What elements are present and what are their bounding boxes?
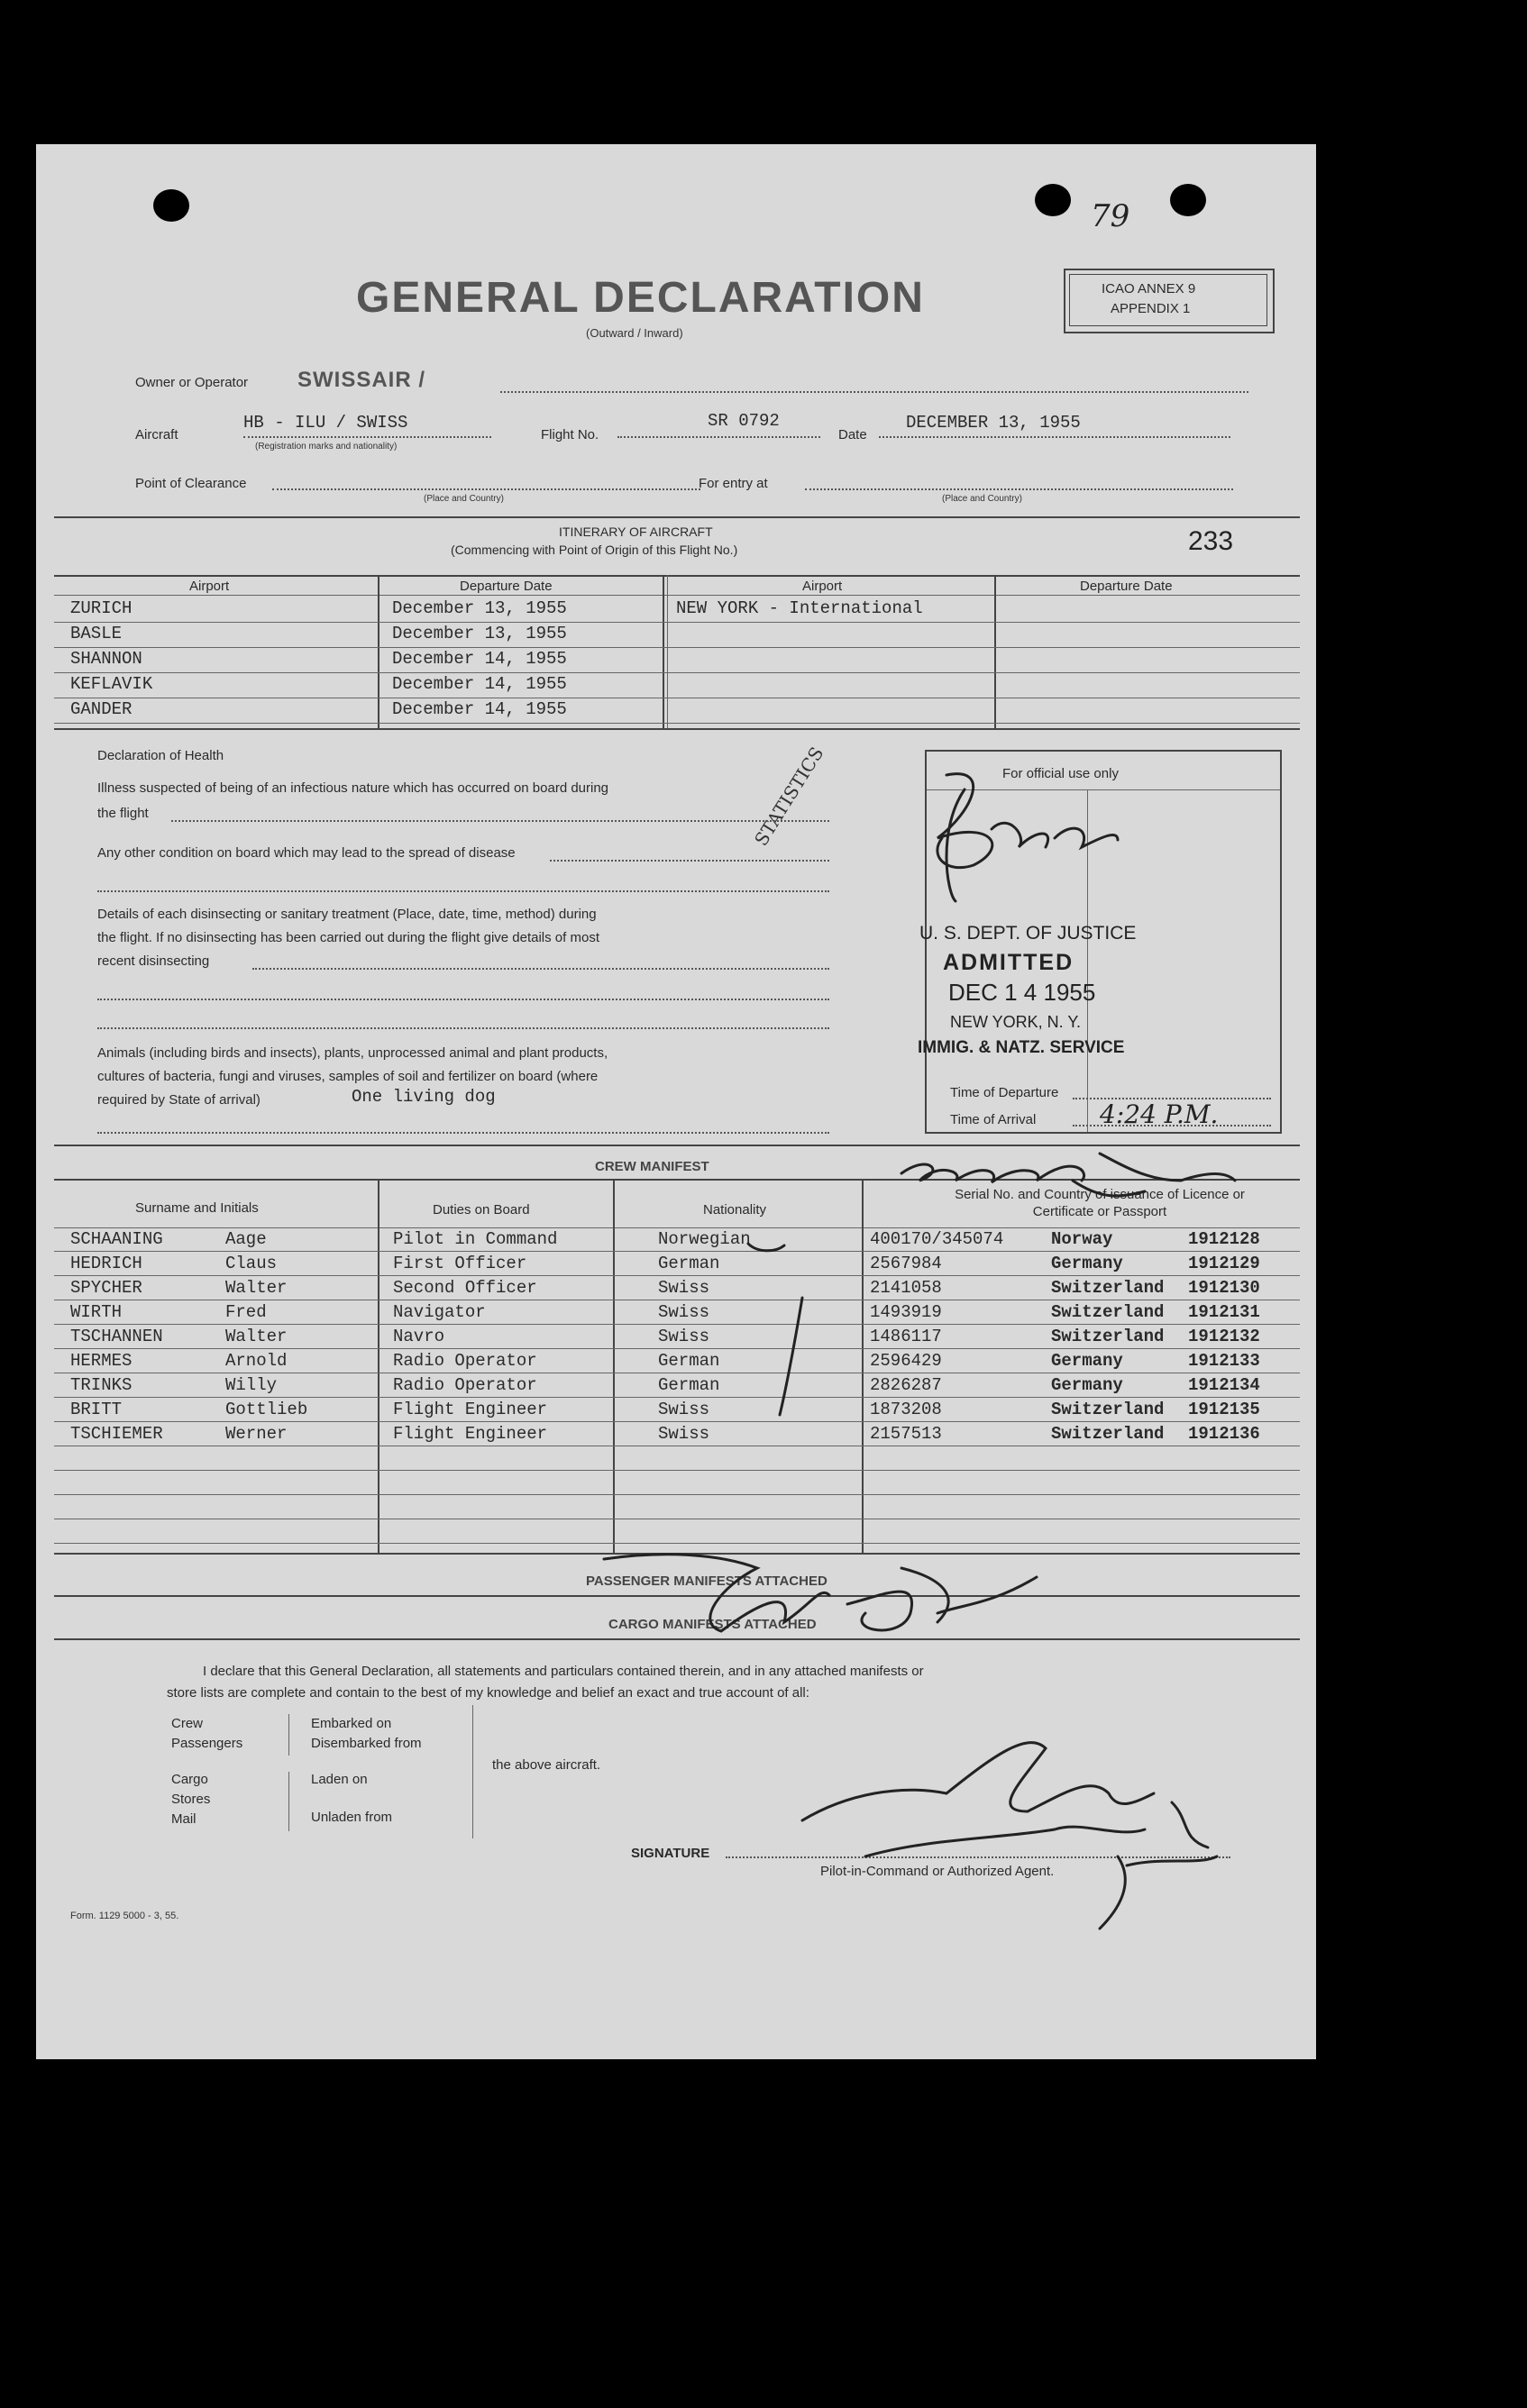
crew-licence: 2567984 <box>870 1254 942 1273</box>
crew-nationality: Swiss <box>658 1400 710 1419</box>
manifest-handwriting <box>604 1555 1037 1631</box>
itinerary-subtitle: (Commencing with Point of Origin of this Flight No.) <box>451 543 738 557</box>
crew-country: Norway <box>1051 1229 1113 1249</box>
crew-duty: Navro <box>393 1327 445 1346</box>
entry-label: For entry at <box>699 476 768 491</box>
crew-passport: 1912130 <box>1188 1278 1260 1298</box>
admitted-stamp-line2: ADMITTED <box>943 950 1074 975</box>
decl-above-aircraft: the above aircraft. <box>492 1757 601 1773</box>
crew-nationality: Swiss <box>658 1327 710 1346</box>
decl-embarked: Embarked on <box>311 1716 392 1731</box>
crew-surname: SPYCHER <box>70 1278 142 1298</box>
handwritten-marks <box>36 144 1316 2059</box>
crew-duty: Flight Engineer <box>393 1400 548 1419</box>
arrival-time-label: Time of Arrival <box>950 1112 1037 1127</box>
health-q4-line3: required by State of arrival) <box>97 1092 261 1108</box>
crew-nationality: Swiss <box>658 1424 710 1444</box>
clearance-label: Point of Clearance <box>135 476 247 491</box>
flight-value: SR 0792 <box>708 411 780 431</box>
crew-passport: 1912133 <box>1188 1351 1260 1371</box>
itin-date: December 13, 1955 <box>392 624 567 643</box>
departure-time-label: Time of Departure <box>950 1085 1059 1100</box>
admitted-stamp-line4: NEW YORK, N. Y. <box>950 1013 1082 1031</box>
arrival-time-value: 4:24 P.M. <box>1100 1099 1219 1129</box>
crew-passport: 1912129 <box>1188 1254 1260 1273</box>
form-number: Form. 1129 5000 - 3, 55. <box>70 1911 179 1921</box>
admitted-stamp-line5: IMMIG. & NATZ. SERVICE <box>918 1038 1125 1057</box>
crew-licence: 2826287 <box>870 1375 942 1395</box>
decl-unladen: Unladen from <box>311 1810 393 1825</box>
crew-duty: Navigator <box>393 1302 486 1322</box>
crew-nationality: German <box>658 1351 720 1371</box>
crew-passport: 1912136 <box>1188 1424 1260 1444</box>
crew-surname: HEDRICH <box>70 1254 142 1273</box>
crew-initials: Arnold <box>225 1351 288 1371</box>
date-value: DECEMBER 13, 1955 <box>906 413 1081 433</box>
health-q4-line2: cultures of bacteria, fungi and viruses, samples of soil and fertilizer on board (where <box>97 1069 599 1084</box>
crew-initials: Walter <box>225 1327 288 1346</box>
crew-check-mark <box>748 1244 802 1415</box>
health-title: Declaration of Health <box>97 748 224 763</box>
itin-airport: ZURICH <box>70 598 133 618</box>
health-q1-line1: Illness suspected of being of an infectious nature which has occurred on board during <box>97 780 609 796</box>
health-q3-line3: recent disinsecting <box>97 953 210 969</box>
crew-initials: Fred <box>225 1302 267 1322</box>
crew-passport: 1912132 <box>1188 1327 1260 1346</box>
crew-licence: 400170/345074 <box>870 1229 1004 1249</box>
itin-date: December 14, 1955 <box>392 699 567 719</box>
itin-date: December 14, 1955 <box>392 649 567 669</box>
crew-nationality: German <box>658 1375 720 1395</box>
crew-country: Germany <box>1051 1351 1123 1371</box>
owner-value: SWISSAIR / <box>297 368 426 392</box>
cargo-manifests: CARGO MANIFESTS ATTACHED <box>608 1617 817 1632</box>
itin-airport: SHANNON <box>70 649 142 669</box>
crew-licence: 2157513 <box>870 1424 942 1444</box>
crew-header-serial: Serial No. and Country of issuance of Licence or Certificate or Passport <box>955 1187 1245 1219</box>
aircraft-label: Aircraft <box>135 427 178 442</box>
itin-airport: BASLE <box>70 624 123 643</box>
declaration-text-1: I declare that this General Declaration, all statements and particulars contained therein, and in any attached manifests or <box>203 1664 924 1679</box>
crew-surname: TSCHIEMER <box>70 1424 163 1444</box>
date-label: Date <box>838 427 867 442</box>
itin-airport: GANDER <box>70 699 133 719</box>
decl-mail: Mail <box>171 1811 197 1827</box>
crew-header-surname: Surname and Initials <box>135 1200 259 1216</box>
itin-airport-2: NEW YORK - International <box>676 598 923 618</box>
signer-title: Pilot-in-Command or Authorized Agent. <box>820 1864 1055 1879</box>
crew-duty: First Officer <box>393 1254 527 1273</box>
declaration-page <box>36 144 1316 2059</box>
crew-header-nationality: Nationality <box>703 1202 767 1218</box>
crew-passport: 1912135 <box>1188 1400 1260 1419</box>
decl-stores: Stores <box>171 1792 211 1807</box>
appendix-label: APPENDIX 1 <box>1111 301 1191 316</box>
crew-surname: SCHAANING <box>70 1229 163 1249</box>
crew-licence: 2596429 <box>870 1351 942 1371</box>
itin-date: December 14, 1955 <box>392 674 567 694</box>
official-signature <box>937 774 1118 901</box>
decl-cargo: Cargo <box>171 1772 208 1787</box>
crew-surname: BRITT <box>70 1400 123 1419</box>
crew-duty: Radio Operator <box>393 1375 537 1395</box>
annex-label: ICAO ANNEX 9 <box>1102 281 1196 296</box>
crew-nationality: Swiss <box>658 1278 710 1298</box>
crew-licence: 1493919 <box>870 1302 942 1322</box>
flight-label: Flight No. <box>541 427 599 442</box>
crew-licence: 1486117 <box>870 1327 942 1346</box>
crew-nationality: Swiss <box>658 1302 710 1322</box>
health-q1-line2: the flight <box>97 806 149 821</box>
itin-header-date-2: Departure Date <box>1080 579 1173 594</box>
crew-duty: Pilot in Command <box>393 1229 558 1249</box>
health-q4-line1: Animals (including birds and insects), plants, unprocessed animal and plant products, <box>97 1045 608 1061</box>
itin-airport: KEFLAVIK <box>70 674 153 694</box>
crew-duty: Flight Engineer <box>393 1424 548 1444</box>
passenger-manifests: PASSENGER MANIFESTS ATTACHED <box>586 1573 828 1589</box>
crew-initials: Walter <box>225 1278 288 1298</box>
crew-surname: HERMES <box>70 1351 133 1371</box>
crew-initials: Werner <box>225 1424 288 1444</box>
crew-country: Switzerland <box>1051 1400 1165 1419</box>
aircraft-note: (Registration marks and nationality) <box>255 442 398 452</box>
admitted-stamp-line1: U. S. DEPT. OF JUSTICE <box>919 923 1137 944</box>
crew-title: CREW MANIFEST <box>595 1159 709 1174</box>
crew-initials: Willy <box>225 1375 278 1395</box>
crew-surname: WIRTH <box>70 1302 123 1322</box>
crew-passport: 1912134 <box>1188 1375 1260 1395</box>
decl-crew: Crew <box>171 1716 204 1731</box>
admitted-stamp-line3: DEC 1 4 1955 <box>948 979 1096 1006</box>
crew-initials: Aage <box>225 1229 267 1249</box>
pilot-signature <box>802 1743 1217 1929</box>
crew-surname: TRINKS <box>70 1375 133 1395</box>
crew-country: Germany <box>1051 1254 1123 1273</box>
aircraft-value: HB - ILU / SWISS <box>243 413 408 433</box>
declaration-text-2: store lists are complete and contain to the best of my knowledge and belief an exact and true account of all: <box>167 1685 809 1701</box>
crew-country: Switzerland <box>1051 1424 1165 1444</box>
entry-note: (Place and Country) <box>942 494 1022 504</box>
crew-handwritten-note <box>901 1154 1235 1196</box>
owner-label: Owner or Operator <box>135 375 249 390</box>
crew-duty: Radio Operator <box>393 1351 537 1371</box>
crew-duty: Second Officer <box>393 1278 537 1298</box>
decl-passengers: Passengers <box>171 1736 243 1751</box>
crew-licence: 1873208 <box>870 1400 942 1419</box>
crew-nationality: Norwegian <box>658 1229 751 1249</box>
health-q4-answer: One living dog <box>352 1087 496 1107</box>
statistics-stamp: STATISTICS <box>750 743 828 850</box>
decl-laden: Laden on <box>311 1772 368 1787</box>
health-q2: Any other condition on board which may lead to the spread of disease <box>97 845 516 861</box>
crew-initials: Gottlieb <box>225 1400 308 1419</box>
health-q3-line2: the flight. If no disinsecting has been carried out during the flight give details of most <box>97 930 599 945</box>
page-number: 79 <box>1091 198 1130 234</box>
crew-header-duties: Duties on Board <box>433 1202 530 1218</box>
form-title: GENERAL DECLARATION <box>356 274 925 322</box>
itin-header-airport-2: Airport <box>802 579 843 594</box>
crew-country: Germany <box>1051 1375 1123 1395</box>
health-q3-line1: Details of each disinsecting or sanitary treatment (Place, date, time, method) during <box>97 907 597 922</box>
official-title: For official use only <box>1002 766 1119 781</box>
itin-header-airport: Airport <box>189 579 230 594</box>
crew-licence: 2141058 <box>870 1278 942 1298</box>
crew-passport: 1912128 <box>1188 1229 1260 1249</box>
itinerary-title: ITINERARY OF AIRCRAFT <box>559 524 713 539</box>
crew-country: Switzerland <box>1051 1327 1165 1346</box>
itin-header-date: Departure Date <box>460 579 553 594</box>
form-subtitle: (Outward / Inward) <box>586 326 683 340</box>
itinerary-number: 233 <box>1188 526 1234 556</box>
crew-country: Switzerland <box>1051 1278 1165 1298</box>
crew-passport: 1912131 <box>1188 1302 1260 1322</box>
signature-label: SIGNATURE <box>631 1846 710 1861</box>
itin-date: December 13, 1955 <box>392 598 567 618</box>
clearance-note: (Place and Country) <box>424 494 504 504</box>
decl-disembarked: Disembarked from <box>311 1736 422 1751</box>
crew-nationality: German <box>658 1254 720 1273</box>
crew-surname: TSCHANNEN <box>70 1327 163 1346</box>
crew-country: Switzerland <box>1051 1302 1165 1322</box>
crew-initials: Claus <box>225 1254 278 1273</box>
